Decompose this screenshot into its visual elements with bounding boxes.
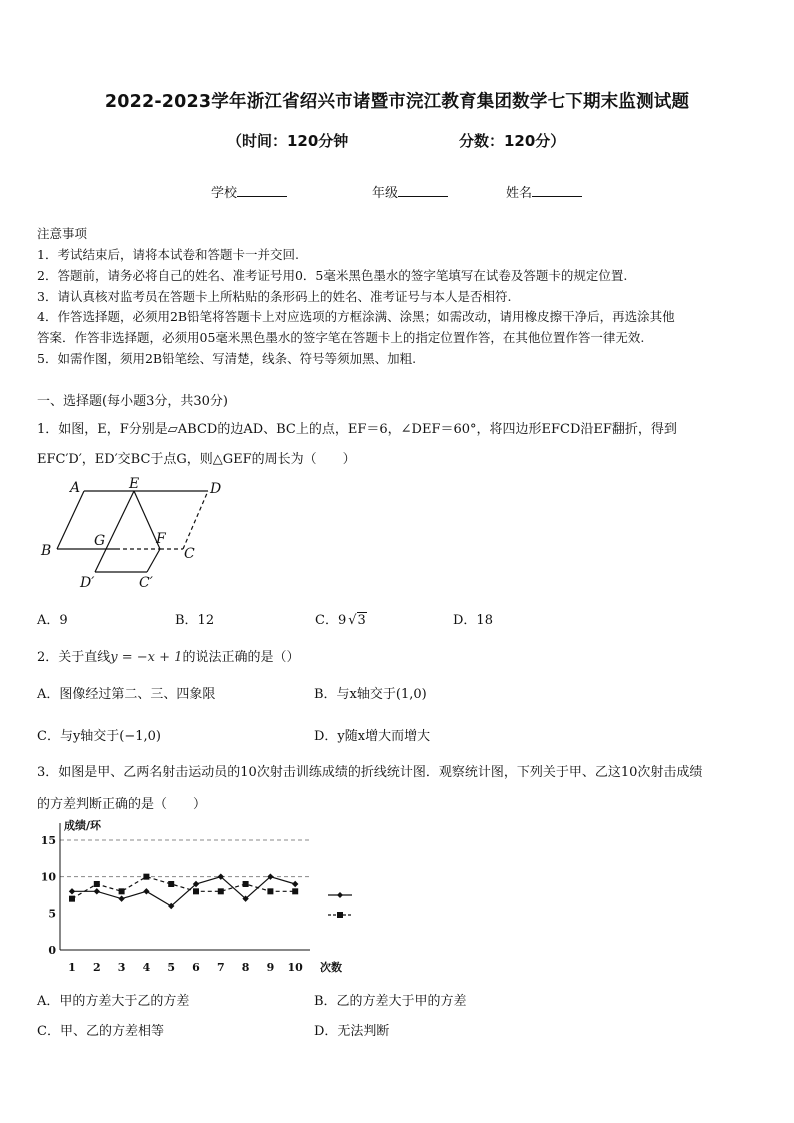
notes-heading: 注意事项 <box>37 226 88 241</box>
q1-stem-line2: EFC′D′，ED′交BC于点G，则△GEF的周长为（ ） <box>37 452 356 467</box>
section-heading: 一、选择题(每小题3分，共30分) <box>37 394 228 409</box>
label-D-prime: D′ <box>80 575 95 591</box>
y-tick-label: 10 <box>40 870 56 884</box>
x-tick-label: 6 <box>192 961 200 974</box>
exam-time: （时间：120分钟 <box>227 132 349 150</box>
series-2-point <box>69 896 75 902</box>
series-2-point <box>94 881 100 887</box>
seg-ED-prime <box>95 491 134 572</box>
series-2-point <box>292 888 298 894</box>
y-tick-label: 0 <box>48 944 56 957</box>
q1-option-a: A．9 <box>37 613 68 628</box>
series-1-point <box>292 881 298 887</box>
note-item: 4．作答选择题，必须用2B铅笔将答题卡上对应选项的方框涂满、涂黑；如需改动，请用橡皮擦干净后，再选涂其他 <box>37 309 675 324</box>
q2-stem-pre: 2．关于直线 <box>37 650 111 665</box>
q1-option-c <box>315 609 367 628</box>
x-tick-label: 4 <box>142 961 151 974</box>
label-F: F <box>156 531 166 547</box>
series-2-point <box>143 874 149 880</box>
seg-Cp-F <box>147 549 160 572</box>
note-item: 1．考试结束后，请将本试卷和答题卡一并交回. <box>37 247 299 262</box>
q2-option-b: B．与x轴交于(1,0) <box>314 687 427 702</box>
q2-option-d: D．y随x增大而增大 <box>314 729 431 744</box>
x-tick-label: 8 <box>241 961 250 974</box>
label-E: E <box>129 476 140 492</box>
q3-option-d: D．无法判断 <box>314 1024 390 1039</box>
series-line-1 <box>72 877 295 906</box>
q2-option-c: C．与y轴交于(−1,0) <box>37 729 162 744</box>
note-item: 2．答题前，请务必将自己的姓名、准考证号用0．5毫米黑色墨水的签字笔填写在试卷及答题卡的规定位置. <box>37 268 628 283</box>
school-blank <box>237 184 287 197</box>
series-1-point <box>94 888 100 894</box>
q3-option-b: B．乙的方差大于甲的方差 <box>314 994 467 1009</box>
note-item: 5．如需作图，须用2B铅笔绘、写清楚，线条、符号等须加黑、加粗. <box>37 351 417 366</box>
label-C: C <box>184 546 195 562</box>
grade-label: 年级 <box>372 186 399 201</box>
name-label: 姓名 <box>506 186 533 201</box>
legend-marker-2 <box>337 912 343 918</box>
school-label: 学校 <box>211 186 238 201</box>
school-field <box>211 182 287 201</box>
label-G: G <box>94 533 106 549</box>
x-tick-label: 9 <box>266 961 275 974</box>
sqrt-sign: √ <box>348 613 357 628</box>
series-2-point <box>119 888 125 894</box>
x-axis-label: 次数 <box>320 961 342 974</box>
seg-AB <box>57 491 84 549</box>
y-tick-label: 15 <box>40 834 56 847</box>
q2-option-a: A．图像经过第二、三、四象限 <box>37 687 216 702</box>
q2-stem <box>37 646 299 665</box>
q1-option-b: B．12 <box>175 613 215 628</box>
note-item: 答案．作答非选择题，必须用05毫米黑色墨水的签字笔在答题卡上的指定位置作答，在其他位置作答一律无效. <box>37 330 645 345</box>
note-item: 3．请认真核对监考员在答题卡上所粘贴的条形码上的姓名、准考证号与本人是否相符. <box>37 289 512 304</box>
q1-option-c-radicand: 3 <box>357 613 366 628</box>
label-D: D <box>210 481 222 497</box>
exam-score: 分数：120分） <box>459 132 566 150</box>
series-1-point <box>69 888 75 894</box>
series-2-point <box>243 881 249 887</box>
q1-option-d: D．18 <box>453 613 493 628</box>
q3-stem-line2: 的方差判断正确的是（ ） <box>37 797 207 812</box>
q3-option-a: A．甲的方差大于乙的方差 <box>37 994 190 1009</box>
series-1-point <box>118 895 124 901</box>
q1-figure <box>36 474 236 592</box>
legend-marker-1 <box>337 892 343 898</box>
q3-option-c: C．甲、乙的方差相等 <box>37 1024 164 1039</box>
label-C-prime: C′ <box>139 575 153 591</box>
page-title: 2022-2023学年浙江省绍兴市诸暨市浣江教育集团数学七下期末监测试题 <box>104 92 690 112</box>
series-2-point <box>168 881 174 887</box>
series-2-point <box>267 888 273 894</box>
q2-stem-post: 的说法正确的是（） <box>182 650 300 665</box>
q3-line-chart <box>30 815 360 980</box>
grade-field <box>372 182 448 201</box>
y-axis-label: 成绩/环 <box>64 819 102 832</box>
y-tick-label: 5 <box>48 907 56 921</box>
series-2-point <box>193 888 199 894</box>
x-tick-label: 5 <box>167 961 176 974</box>
q3-stem-line1: 3．如图是甲、乙两名射击运动员的10次射击训练成绩的折线统计图．观察统计图，下列关于甲、乙这10次射击成绩 <box>37 765 703 780</box>
seg-CD <box>183 491 208 549</box>
x-tick-label: 1 <box>68 961 76 974</box>
series-2-point <box>218 888 224 894</box>
series-1-point <box>143 888 149 894</box>
q1-option-c-coef: C．9 <box>315 613 347 628</box>
label-B: B <box>41 543 52 559</box>
x-tick-label: 3 <box>117 961 126 974</box>
name-blank <box>532 184 582 197</box>
q2-equation: y = −x + 1 <box>110 650 183 665</box>
name-field <box>506 182 582 201</box>
q1-stem-line1: 1．如图，E，F分别是▱ABCD的边AD、BC上的点，EF＝6，∠DEF＝60°，将四边形EFCD沿EF翻折，得到 <box>37 422 677 437</box>
x-tick-label: 2 <box>92 961 101 974</box>
grade-blank <box>398 184 448 197</box>
x-tick-label: 10 <box>287 961 303 974</box>
label-A: A <box>70 480 81 496</box>
x-tick-label: 7 <box>216 961 225 974</box>
